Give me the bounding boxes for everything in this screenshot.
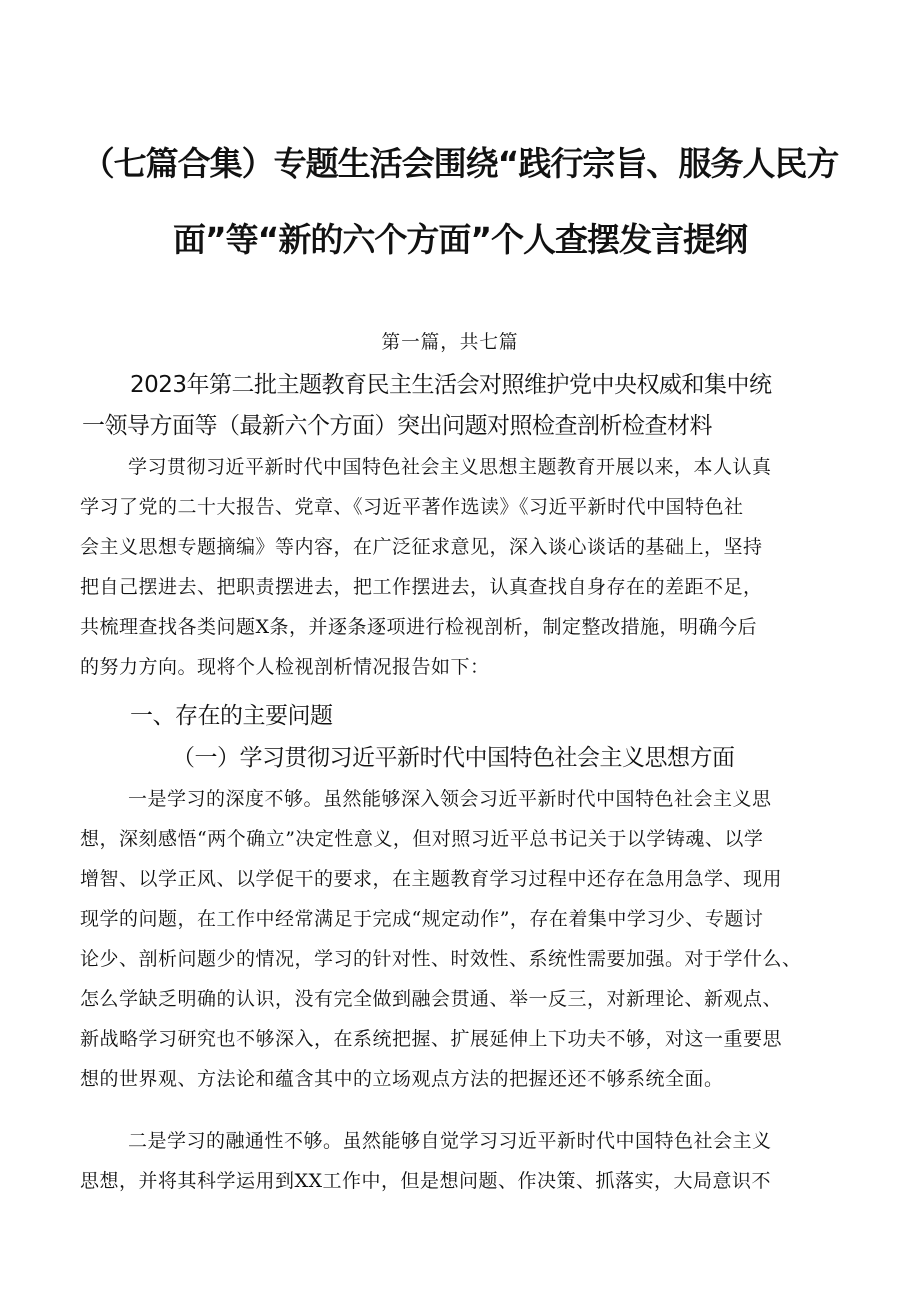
chapter-label: 第一篇，共七篇 bbox=[381, 331, 519, 353]
paragraph-line: 想，深刻感悟“两个确立”决定性意义，但对照习近平总书记关于以学铸魂、以学 bbox=[80, 828, 764, 850]
document-title-line-2: 面”等“新的六个方面”个人查摆发言提纲 bbox=[172, 220, 748, 259]
section-title-line-1: 2023年第二批主题教育民主生活会对照维护党中央权威和集中统 bbox=[130, 372, 772, 398]
paragraph-line: 想的世界观、方法论和蕴含其中的立场观点方法的把握还还不够系统全面。 bbox=[80, 1068, 724, 1090]
intro-line: 会主义思想专题摘编》等内容，在广泛征求意见，深入谈心谈话的基础上，坚持 bbox=[80, 536, 763, 558]
intro-line: 共梳理查找各类问题X条，并逐条逐项进行检视剖析，制定整改措施，明确今后 bbox=[80, 616, 758, 638]
document-title-line-1: （七篇合集）专题生活会围绕“践行宗旨、服务人民方 bbox=[81, 144, 839, 183]
intro-line: 把自己摆进去、把职责摆进去，把工作摆进去，认真查找自身存在的差距不足， bbox=[80, 576, 763, 598]
paragraph-line: 二是学习的融通性不够。虽然能够自觉学习习近平新时代中国特色社会主义 bbox=[128, 1130, 772, 1152]
intro-line: 的努力方向。现将个人检视剖析情况报告如下： bbox=[80, 656, 490, 678]
heading-main-problems: 一、存在的主要问题 bbox=[130, 703, 333, 729]
paragraph-line: 现学的问题，在工作中经常满足于完成“规定动作”，存在着集中学习少、专题讨 bbox=[80, 908, 764, 930]
paragraph-line: 论少、剖析问题少的情况，学习的针对性、时效性、系统性需要加强。对于学什么、 bbox=[80, 948, 802, 970]
paragraph-line: 思想，并将其科学运用到XX工作中，但是想问题、作决策、抓落实，大局意识不 bbox=[80, 1170, 772, 1192]
section-title-line-2: 一领导方面等（最新六个方面）突出问题对照检查剖析检查材料 bbox=[82, 413, 712, 439]
paragraph-line: 一是学习的深度不够。虽然能够深入领会习近平新时代中国特色社会主义思 bbox=[128, 788, 772, 810]
paragraph-line: 增智、以学正风、以学促干的要求，在主题教育学习过程中还存在急用急学、现用 bbox=[80, 868, 783, 890]
intro-line: 学习贯彻习近平新时代中国特色社会主义思想主题教育开展以来，本人认真 bbox=[128, 456, 772, 478]
paragraph-line: 怎么学缺乏明确的认识，没有完全做到融会贯通、举一反三，对新理论、新观点、 bbox=[80, 988, 783, 1010]
heading-study-aspect: （一）学习贯彻习近平新时代中国特色社会主义思想方面 bbox=[172, 745, 735, 771]
intro-line: 学习了党的二十大报告、党章、《习近平著作选读》《习近平新时代中国特色社 bbox=[80, 496, 744, 518]
paragraph-line: 新战略学习研究也不够深入，在系统把握、扩展延伸上下功夫不够，对这一重要思 bbox=[80, 1028, 783, 1050]
